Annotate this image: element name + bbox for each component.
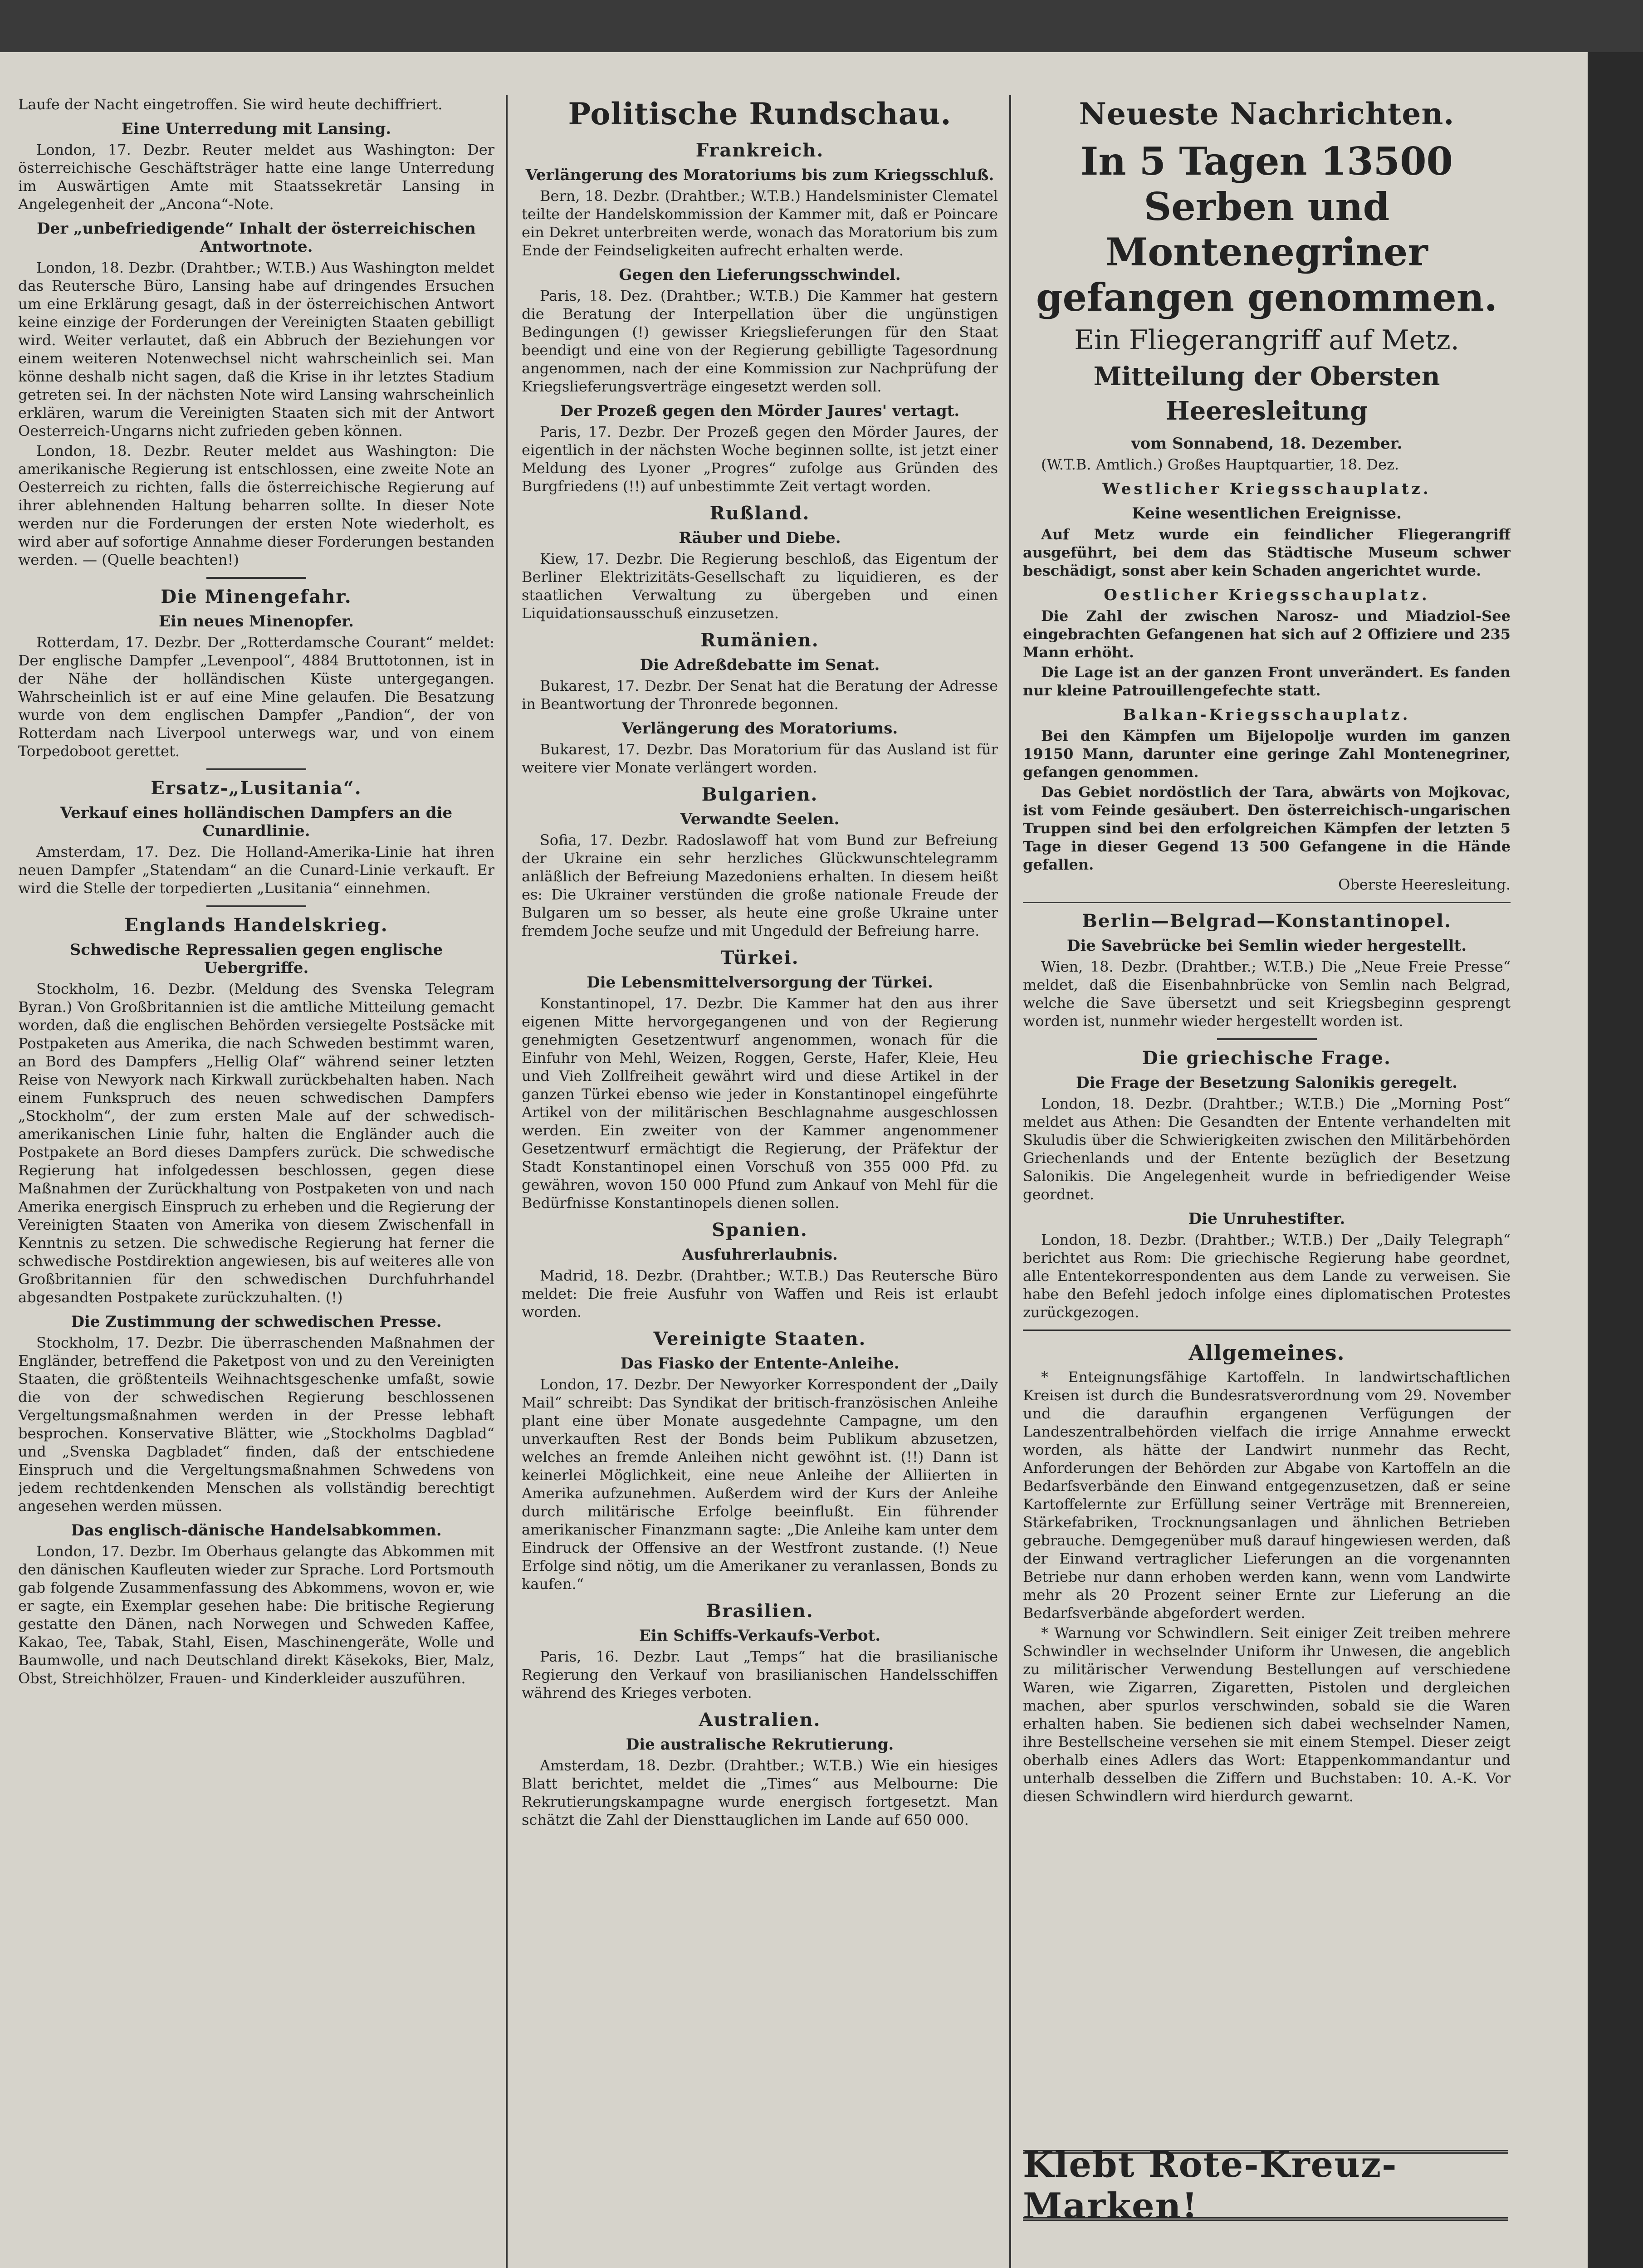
section-rule <box>1217 1038 1317 1040</box>
heading-russland: Rußland. <box>709 503 810 524</box>
signature: Oberste Heeresleitung. <box>1338 876 1511 893</box>
heading-griechische-frage: Die griechische Frage. <box>1142 1047 1391 1069</box>
article-paragraph: Die Lage ist an der ganzen Front unverändert. Es fanden nur kleine Patrouillengefechte statt. <box>1023 664 1511 699</box>
article-paragraph: Bukarest, 17. Dezbr. Der Senat hat die Beratung der Adresse in Beantwortung der Thronrede begonnen. <box>522 677 998 713</box>
column-right <box>1023 95 1511 2136</box>
heading-lebensmittel: Die Lebensmittelversorgung der Türkei. <box>587 973 933 992</box>
heading-repressalien: Schwedische Repressalien gegen englische Uebergriffe. <box>69 941 443 977</box>
heading-unruhestifter: Die Unruhestifter. <box>1188 1210 1345 1228</box>
banner-rote-kreuz: Klebt Rote-Kreuz-Marken! <box>1023 2150 1508 2221</box>
heading-bulgarien: Bulgarien. <box>701 784 818 805</box>
column-left <box>18 95 494 2268</box>
article-paragraph: * Warnung vor Schwindlern. Seit einiger Zeit treiben mehrere Schwindler in wechselnder Uniform ihr Unwesen, die angeblich zu militärischer Verwendung Bestellungen auf verschiedene Waren, wie Zigarren, Zigaretten, Pistolen und dergleichen machen, aber spurlos verschwinden, sobald sie die Waren erhalten haben. Sie bedienen sich dabei wechselnder Namen, ihre Bestellscheine versehen sie mit einem Stempel. Dieser zeigt oberhalb eines Adlers das Wort: Etappenkommandantur und unterhalb desselben die Ziffern und Buchstaben: 10. A.-K. Vor diesen Schwindlern wird hierdurch gewarnt. <box>1023 1624 1511 1805</box>
intro-text: Laufe der Nacht eingetroffen. Sie wird heute dechiffriert. <box>18 96 443 113</box>
article-paragraph: Rotterdam, 17. Dezbr. Der „Rotterdamsche Courant“ meldet: Der englische Dampfer „Levenpool“, 4884 Bruttotonnen, ist in der Nähe der holländischen Küste untergegangen. Wahrscheinlich ist er auf eine Mine gelaufen. Die Besatzung wurde von dem englischen Dampfer „Pandion“, der von Rotterdam nach Liverpool unterwegs war, und von einem Torpedoboot gerettet. <box>18 634 494 760</box>
masthead-neueste-nachrichten: Neueste Nachrichten. <box>1079 96 1455 132</box>
scan-border-right <box>1588 52 1643 2268</box>
heading-balkan: Balkan-Kriegsschauplatz. <box>1123 706 1411 724</box>
section-rule <box>1023 1330 1511 1331</box>
heading-westlicher: Westlicher Kriegsschauplatz. <box>1102 480 1431 498</box>
heading-saloniki: Die Frage der Besetzung Salonikis geregelt. <box>1076 1074 1458 1092</box>
article-paragraph: Kiew, 17. Dezbr. Die Regierung beschloß, das Eigentum der Berliner Elektrizitäts-Gesellschaft zu liquidieren, es der staatlichen Verwaltung zu übergeben und einen Liquidationsausschuß einzusetzen. <box>522 550 998 622</box>
heading-rekrutierung: Die australische Rekrutierung. <box>626 1735 894 1754</box>
heading-allgemeines: Allgemeines. <box>1188 1340 1345 1365</box>
article-paragraph: Bukarest, 17. Dezbr. Das Moratorium für das Ausland ist für weitere vier Monate verlängert worden. <box>522 741 998 776</box>
heading-jaures: Der Prozeß gegen den Mörder Jaures' vertagt. <box>560 402 960 420</box>
heading-unterredung: Eine Unterredung mit Lansing. <box>121 120 391 138</box>
heading-brasilien: Brasilien. <box>706 1600 814 1622</box>
heading-rumaenien: Rumänien. <box>700 630 819 651</box>
date-line: vom Sonnabend, 18. Dezember. <box>1131 435 1403 453</box>
article-paragraph: London, 18. Dezbr. (Drahtber.; W.T.B.) Die „Morning Post“ meldet aus Athen: Die Gesandten der Entente verhandelten mit Skuludis über die Schwierigkeiten zwischen den Militärbehörden Griechenlands und der Entente bezüglich der Besetzung Salonikis. Die Angelegenheit wurde in befriedigender Weise geordnet. <box>1023 1095 1511 1203</box>
article-paragraph: Amsterdam, 17. Dez. Die Holland-Amerika-Linie hat ihren neuen Dampfer „Statendam“ an die Cunard-Linie verkauft. Er wird die Stelle der torpedierten „Lusitania“ einnehmen. <box>18 843 494 897</box>
heading-unbefriedigend: Der „unbefriedigende“ Inhalt der österreichischen Antwortnote. <box>37 220 476 256</box>
heading-englands-handelskrieg: Englands Handelskrieg. <box>124 914 388 936</box>
article-paragraph: * Enteignungsfähige Kartoffeln. In landwirtschaftlichen Kreisen ist durch die Bundesratsverordnung vom 29. November und die daraufhin ergangenen Verfügungen der Landeszentralbehörden vielfach die irrige Annahme erweckt worden, als hätte der Landwirt nunmehr das Recht, Anforderungen der Behörden zur Abgabe von Kartoffeln an die Bedarfsverbände den Einwand entgegenzusetzen, daß er seine Kartoffelernte zur Erfüllung seiner Verträge mit Brennereien, Stärkefabriken, Trocknungsanlagen und ähnlichen Betrieben gebrauche. Demgegenüber muß darauf hingewiesen werden, daß der Einwand vertraglicher Lieferungen an die vorgenannten Betriebe nur dann erhoben werden kann, wenn vom Landwirte mehr als 20 Prozent seiner Ernte zur Lieferung an die Bedarfsverbände abgefordert werden. <box>1023 1369 1511 1622</box>
section-rule <box>1023 902 1511 903</box>
column-middle <box>522 95 998 2268</box>
heading-minenopfer: Ein neues Minenopfer. <box>158 612 354 631</box>
heading-spanien: Spanien. <box>712 1219 808 1241</box>
heading-zustimmung: Die Zustimmung der schwedischen Presse. <box>71 1313 442 1331</box>
article-paragraph: Paris, 18. Dez. (Drahtber.; W.T.B.) Die Kammer hat gestern die Beratung der Interpellation über die ungünstigen Bedingungen (!) gewisser Kriegslieferungen für den Staat beendigt und eine von der Regierung gebilligte Tagesordnung angenommen, nach der eine Kommission zur Nachprüfung der Kriegslieferungsverträge eingesetzt werden soll. <box>522 287 998 395</box>
article-paragraph: Madrid, 18. Dezbr. (Drahtber.; W.T.B.) Das Reutersche Büro meldet: Die freie Ausfuhr von Waffen und Reis ist erlaubt worden. <box>522 1267 998 1320</box>
article-paragraph: Konstantinopel, 17. Dezbr. Die Kammer hat den aus ihrer eigenen Mitte hervorgegangenen und von der Regierung genehmigten Gesetzentwurf angenommen, wonach für die Einfuhr von Mehl, Weizen, Roggen, Gerste, Hafer, Kleie, Heu und Vieh Zollfreiheit gewährt wird und diese Artikel in der ganzen Türkei ebenso wie jeder in Konstantinopel eingeführte Artikel von der militärischen Beschlagnahme ausgeschlossen werden. Ein zweiter von der Kammer angenommener Gesetzentwurf ermächtigt die Regierung, der Präfektur der Stadt Konstantinopel einen Vorschuß von 355 000 Pfd. zu gewähren, wovon 150 000 Pfund zum Ankauf von Mehl für die Bedürfnisse Konstantinopels dienen sollen. <box>522 995 998 1212</box>
heading-ausfuhr: Ausfuhrerlaubnis. <box>682 1246 838 1264</box>
heading-verwandte-seelen: Verwandte Seelen. <box>680 810 840 828</box>
article-paragraph: London, 17. Dezbr. Im Oberhaus gelangte das Abkommen mit den dänischen Kaufleuten wieder zur Sprache. Lord Portsmouth gab folgende Zusammenfassung des Abkommens, wovon er, wie er sagte, ein Exemplar gesehen habe: Die britische Regierung gestatte den Dänen, nach Norwegen und Schweden Kaffee, Kakao, Tee, Tabak, Stahl, Eisen, Maschinengeräte, Wolle und Baumwolle, und nach Deutschland direkt Käsekoks, Bier, Malz, Obst, Streichhölzer, Frauen- und Kinderkleider auszuführen. <box>18 1543 494 1687</box>
article-paragraph: Die Zahl der zwischen Narosz- und Miadziol-See eingebrachten Gefangenen hat sich auf 2 Offiziere und 235 Mann erhöht. <box>1023 607 1511 661</box>
heading-verkauf: Verkauf eines holländischen Dampfers an die Cunardlinie. <box>60 804 453 840</box>
heading-lieferungsschwindel: Gegen den Lieferungsschwindel. <box>619 266 901 284</box>
text-west-1: Keine wesentlichen Ereignisse. <box>1132 504 1402 523</box>
heading-australien: Australien. <box>699 1709 821 1730</box>
article-paragraph: Bern, 18. Dezbr. (Drahtber.; W.T.B.) Handelsminister Clematel teilte der Handelskommission der Kammer mit, daß er Poincare ein Dekret unterbreiten werde, wonach das Moratorium bis zum Ende der Feindseligkeiten aufrecht erhalten werde. <box>522 187 998 259</box>
column-divider <box>506 95 508 2268</box>
article-paragraph: Paris, 17. Dezbr. Der Prozeß gegen den Mörder Jaures, der eigentlich in der nächsten Woche beginnen sollte, ist jetzt einer Meldung des Lyoner „Progres“ zufolge aus Gründen des Burgfriedens (!!) auf unbestimmte Zeit vertagt worden. <box>522 423 998 495</box>
heading-mitteilung: Mitteilung der Obersten Heeresleitung <box>1093 362 1440 426</box>
heading-moratorium: Verlängerung des Moratoriums bis zum Kriegsschluß. <box>525 166 994 184</box>
section-rule <box>206 577 306 579</box>
article-paragraph: Bei den Kämpfen um Bijelopolje wurden im ganzen 19150 Mann, darunter eine geringe Zahl Montenegriner, gefangen genommen. <box>1023 727 1511 781</box>
article-paragraph: London, 17. Dezbr. Der Newyorker Korrespondent der „Daily Mail“ schreibt: Das Syndikat der britisch-französischen Anleihe plant eine über Monate ausgedehnte Campagne, um den unverkauften Rest der Bonds beim Publikum abzusetzen, welches an fremde Anleihen nicht gewöhnt ist. (!!) Dann ist keinerlei Möglichkeit, eine neue Anleihe der Alliierten in Amerika aufzunehmen. Außerdem wird der Kurs der Anleihe durch militärische Erfolge beeinflußt. Ein führender amerikanischer Finanzmann sagte: „Die Anleihe kam unter dem Eindruck der Offensive an der Westfront zustande. (!) Neue Erfolge sind nötig, um die Amerikaner zu veranlassen, Bonds zu kaufen.“ <box>522 1376 998 1593</box>
subheadline-fliegerangriff: Ein Fliegerangriff auf Metz. <box>1074 324 1459 356</box>
heading-abkommen: Das englisch-dänische Handelsabkommen. <box>71 1521 442 1540</box>
heading-frankreich: Frankreich. <box>695 140 824 161</box>
article-paragraph: Das Gebiet nordöstlich der Tara, abwärts von Mojkovac, ist vom Feinde gesäubert. Den österreichisch-ungarischen Truppen sind bei den erfolgreichen Kämpfen der letzten 5 Tage in dieser Gegend 13 500 Gefangene in die Hände gefallen. <box>1023 783 1511 873</box>
heading-oestlicher: Oestlicher Kriegsschauplatz. <box>1104 586 1430 604</box>
article-paragraph: London, 17. Dezbr. Reuter meldet aus Washington: Der österreichische Geschäftsträger hatte eine lange Unterredung im Auswärtigen Amte mit Staatssekretär Lansing in Angelegenheit der „Ancona“-Note. <box>18 141 494 213</box>
masthead-politische-rundschau: Politische Rundschau. <box>568 96 952 132</box>
article-paragraph: London, 18. Dezbr. Reuter meldet aus Washington: Die amerikanische Regierung ist entschlossen, eine zweite Note an Oesterreich zu richten, falls die österreichische Regierung auf ihrer ablehnenden Haltung beharren sollte. In dieser Note werden nur die Forderungen der ersten Note wiederholt, es wird aber auf sofortige Annahme dieser Forderungen bestanden werden. — (Quelle beachten!) <box>18 442 494 568</box>
article-paragraph: Stockholm, 16. Dezbr. (Meldung des Svenska Telegram Byran.) Von Großbritannien ist die amtliche Mitteilung gemacht worden, daß die englischen Behörden versiegelte Postsäcke mit Postpaketen aus Amerika, die nach Schweden bestimmt waren, an Bord des Dampfers „Hellig Olaf“ während seiner letzten Reise von Newyork nach Kirkwall zurückbehalten haben. Nach einem Funkspruch des neuen schwedischen Dampfers „Stockholm“, der zum ersten Male auf der schwedisch-amerikanischen Linie fuhr, halten die Engländer auch die Postpakete an Bord dieses Dampfers zurück. Die schwedische Regierung hat infolgedessen beschlossen, gegen diese Maßnahmen der Zurückhaltung von Postpaketen von und nach Amerika energisch Einspruch zu erheben und die Regierung der Vereinigten Staaten von Amerika von diesem Zwischenfall in Kenntnis zu setzen. Die schwedische Regierung hat ferner die schwedische Postdirektion angewiesen, bis auf weiteres alle von Großbritannien für den schwedischen Durchfuhrhandel abgesandten Postpakete zurückzuhalten. (!) <box>18 980 494 1306</box>
article-paragraph: Paris, 16. Dezbr. Laut „Temps“ hat die brasilianische Regierung den Verkauf von brasilianischen Handelsschiffen während des Krieges verboten. <box>522 1648 998 1701</box>
heading-moratorium-2: Verlängerung des Moratoriums. <box>621 719 898 738</box>
column-divider <box>1009 95 1011 2268</box>
article-paragraph: Sofia, 17. Dezbr. Radoslawoff hat vom Bund zur Befreiung der Ukraine ein sehr herzliches Glückwunschtelegramm anläßlich der Befreiung Mazedoniens erhalten. In diesem heißt es: Die Ukrainer verstünden die große nationale Freude der Bulgaren um so besser, als heute eine große Ukraine unter fremdem Joche seufze und mit Ungeduld der Befreiung harre. <box>522 831 998 939</box>
heading-raeuber: Räuber und Diebe. <box>679 529 841 547</box>
heading-verbot: Ein Schiffs-Verkaufs-Verbot. <box>639 1627 881 1645</box>
section-rule <box>206 905 306 907</box>
article-paragraph: London, 18. Dezbr. (Drahtber.; W.T.B.) Aus Washington meldet das Reutersche Büro, Lansing habe auf dringendes Ersuchen um eine Erklärung gesagt, daß in der österreichischen Antwort keine einzige der Forderungen der Vereinigten Staaten gebilligt wird. Weiter verlautet, daß ein Abbruch der Beziehungen vor einem weiteren Notenwechsel nicht wahrscheinlich sei. Man könne deshalb nicht sagen, daß die Krise in ihr letztes Stadium getreten sei. In der nächsten Note wird Lansing wahrscheinlich erklären, warum die Vereinigten Staaten sich mit der Antwort Oesterreich-Ungarns nicht zufrieden geben können. <box>18 259 494 440</box>
article-paragraph: London, 18. Dezbr. (Drahtber.; W.T.B.) Der „Daily Telegraph“ berichtet aus Rom: Die griechische Regierung habe geordnet, alle Ententekorrespondenten aus dem Lande zu verweisen. Sie habe den Befehl jedoch infolge eines diplomatischen Protestes zurückgezogen. <box>1023 1231 1511 1321</box>
section-rule <box>206 768 306 770</box>
heading-ersatz-lusitania: Ersatz-„Lusitania“. <box>151 777 362 799</box>
article-paragraph: Stockholm, 17. Dezbr. Die überraschenden Maßnahmen der Engländer, betreffend die Paketpost von und zu den Vereinigten Staaten, die größtenteils Weihnachtsgeschenke umfaßt, sowie die von der schwedischen Regierung beschlossenen Vergeltungsmaßnahmen werden in der Presse lebhaft besprochen. Konservative Blätter, wie „Stockholms Dagblad“ und „Svenska Dagbladet“ finden, daß der entschiedene Einspruch und die Vergeltungsmaßnahmen Schwedens von jedem rechtdenkenden Menschen als vollständig berechtigt angesehen werden müssen. <box>18 1334 494 1515</box>
heading-adressdebatte: Die Adreßdebatte im Senat. <box>640 656 880 674</box>
headline-gefangen: In 5 Tagen 13500 Serben und Montenegriner gefangen genommen. <box>1036 139 1498 320</box>
heading-fiasko: Das Fiasko der Entente-Anleihe. <box>620 1354 900 1373</box>
heading-minengefahr: Die Minengefahr. <box>161 586 352 607</box>
heading-berlin-belgrad: Berlin—Belgrad—Konstantinopel. <box>1082 910 1452 932</box>
article-paragraph: Wien, 18. Dezbr. (Drahtber.; W.T.B.) Die „Neue Freie Presse“ meldet, daß die Eisenbahnbrücke von Semlin nach Belgrad, welche die Save übersetzt und seit Kriegsbeginn gesprengt worden ist, nunmehr wieder hergestellt worden ist. <box>1023 958 1511 1030</box>
heading-tuerkei: Türkei. <box>720 947 799 968</box>
article-paragraph: Amsterdam, 18. Dezbr. (Drahtber.; W.T.B.) Wie ein hiesiges Blatt berichtet, meldet die „Times“ aus Melbourne: Die Rekrutierungskampagne wurde energisch fortgesetzt. Man schätzt die Zahl der Diensttauglichen im Lande auf 650 000. <box>522 1757 998 1828</box>
heading-savebruecke: Die Savebrücke bei Semlin wieder hergestellt. <box>1066 937 1467 955</box>
article-paragraph: Auf Metz wurde ein feindlicher Fliegerangriff ausgeführt, bei dem das Städtische Museum schwer beschädigt, sonst aber kein Schaden angerichtet wurde. <box>1023 526 1511 579</box>
report-line: (W.T.B. Amtlich.) Großes Hauptquartier, 18. Dez. <box>1041 456 1399 473</box>
scan-border-top <box>0 0 1643 52</box>
heading-vereinigte-staaten: Vereinigte Staaten. <box>653 1328 866 1349</box>
